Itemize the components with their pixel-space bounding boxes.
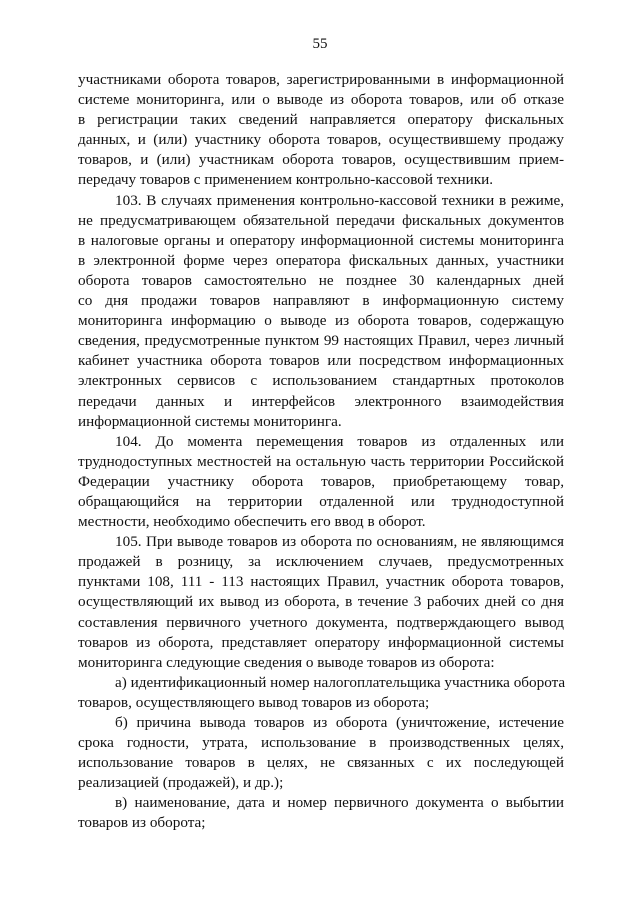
text-line: 105. При выводе товаров из оборота по основаниям, не являющимся: [115, 533, 564, 551]
text-line: не предусматривающем обязательной передачи фискальных документов: [78, 211, 564, 229]
text-line: продажей в розницу, за исключением случаев, предусмотренных: [78, 553, 564, 571]
text-line: обращающийся на территории отдаленной или труднодоступной: [78, 492, 564, 510]
text-line: в электронной форме через оператора фискальных данных, участники: [78, 251, 564, 269]
text-line: труднодоступных местностей на остальную часть территории Российской: [78, 452, 564, 470]
text-line: Федерации участнику оборота товаров, приобретающему товар,: [78, 472, 564, 490]
text-line: данных, и (или) участнику оборота товаров, осуществившему продажу: [78, 131, 564, 149]
text-line: оборота товаров самостоятельно не позднее 30 календарных дней: [78, 271, 564, 289]
text-line: составления первичного учетного документа, подтверждающего вывод: [78, 613, 564, 631]
text-line: передачи данных и интерфейсов электронного взаимодействия: [78, 392, 564, 410]
text-line: информационной системы мониторинга.: [78, 412, 342, 430]
text-line: реализацией (продажей), и др.);: [78, 774, 284, 792]
text-line: в) наименование, дата и номер первичного документа о выбытии: [115, 794, 564, 812]
page-number: 55: [312, 36, 328, 52]
text-line: системе мониторинга, или о выводе из оборота товаров, или об отказе: [78, 91, 564, 109]
text-line: а) идентификационный номер налогоплательщика участника оборота: [115, 673, 566, 691]
text-line: товаров, и (или) участникам оборота товаров, осуществившим прием-: [78, 151, 564, 169]
text-line: сведения, предусмотренные пунктом 99 настоящих Правил, через личный: [78, 332, 564, 350]
text-line: мониторинга следующие сведения о выводе товаров из оборота:: [78, 653, 495, 671]
text-line: в регистрации таких сведений направляется оператору фискальных: [78, 111, 564, 129]
text-line: б) причина вывода товаров из оборота (уничтожение, истечение: [115, 714, 564, 731]
text-line: участниками оборота товаров, зарегистрированными в информационной: [78, 71, 564, 88]
text-line: мониторинга информацию о выводе из оборота товаров, содержащую: [78, 312, 564, 330]
text-line: местности, необходимо обеспечить его ввод в оборот.: [78, 513, 426, 531]
text-line: в налоговые органы и оператору информационной системы мониторинга: [78, 231, 564, 249]
text-line: срока годности, утрата, использование в производственных целях,: [78, 734, 564, 752]
text-line: использование товаров в целях, не связанных с их последующей: [78, 754, 564, 772]
text-line: электронных сервисов с использованием стандартных протоколов: [78, 372, 564, 390]
text-line: пунктами 108, 111 - 113 настоящих Правил, участник оборота товаров,: [78, 573, 564, 591]
text-line: товаров из оборота, представляет оператору информационной системы: [78, 633, 564, 651]
document-body: [78, 70, 564, 834]
text-line: 104. До момента перемещения товаров из отдаленных или: [115, 432, 564, 450]
text-line: 103. В случаях применения контрольно-кассовой техники в режиме,: [115, 191, 564, 209]
text-line: товаров, осуществляющего вывод товаров из оборота;: [78, 693, 430, 711]
text-line: кабинет участника оборота товаров или посредством информационных: [78, 352, 564, 370]
text-line: осуществляющий их вывод из оборота, в течение 3 рабочих дней со дня: [78, 593, 564, 611]
text-line: со дня продажи товаров направляют в информационную систему: [78, 292, 564, 310]
text-line: передачу товаров с применением контрольно-кассовой техники.: [78, 171, 494, 189]
text-line: товаров из оборота;: [78, 814, 206, 832]
